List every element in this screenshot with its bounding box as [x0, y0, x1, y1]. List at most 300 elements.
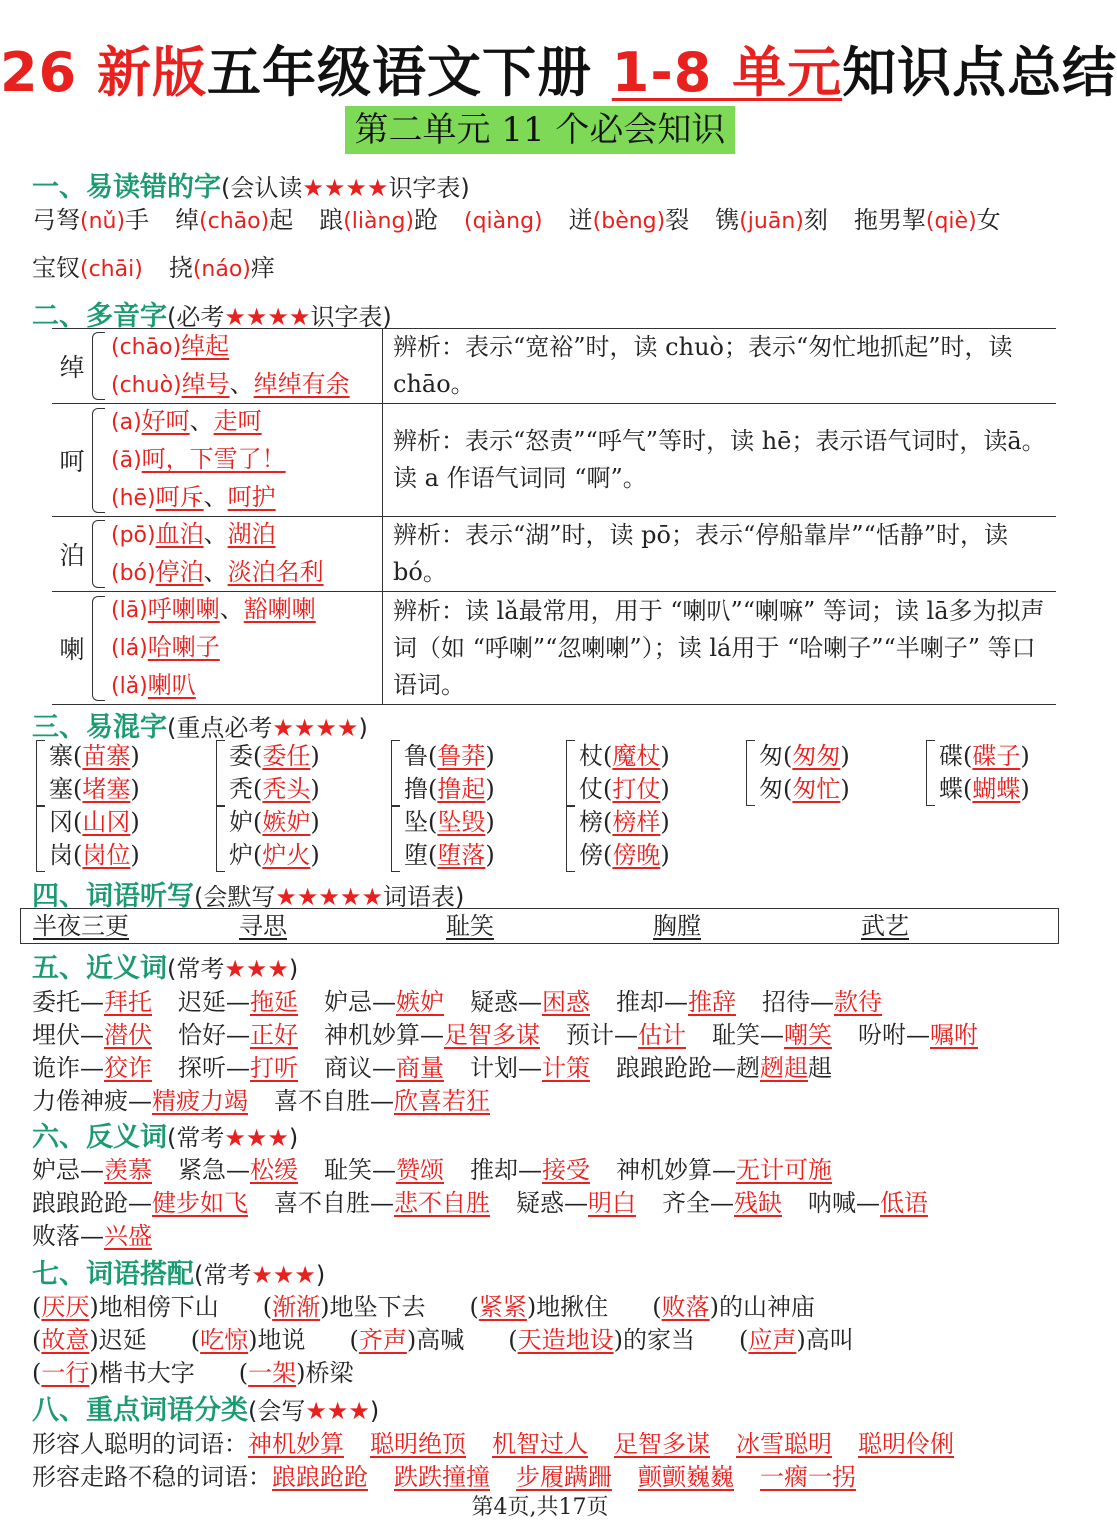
- unit-subtitle: 第二单元 11 个必会知识: [345, 106, 735, 154]
- word-pair: [178, 1156, 298, 1184]
- answer: 精疲力竭: [152, 1087, 248, 1115]
- paren: ): [89, 1359, 99, 1387]
- word-pair: [470, 1054, 590, 1082]
- answer: 狡诈: [104, 1054, 152, 1082]
- misread-line-1: [32, 200, 1027, 235]
- misread-item: [32, 206, 149, 234]
- collocation: [350, 1326, 465, 1354]
- word: 趄: [808, 1054, 832, 1082]
- paren: ): [796, 1326, 806, 1354]
- char: 坠: [404, 808, 428, 836]
- category-label: 形容走路不稳的词语：: [32, 1463, 272, 1491]
- misread-item: [854, 206, 1001, 234]
- confusable-pair: [229, 740, 320, 806]
- confusable-item: [404, 773, 495, 806]
- category-label: 形容人聪明的词语：: [32, 1430, 248, 1458]
- example-word: 委任: [262, 742, 311, 770]
- paren: (: [32, 1359, 42, 1387]
- polyphone-part: 呵，下雪了！: [141, 445, 286, 473]
- word: 喜不自胜—: [274, 1087, 394, 1115]
- word: 高叫: [805, 1326, 854, 1354]
- paren: (: [32, 1326, 42, 1354]
- confusable-group: [36, 806, 140, 872]
- polyphone-table: [52, 328, 1056, 705]
- polyphone-part: 停泊: [155, 558, 204, 586]
- word-pair: [662, 1189, 782, 1217]
- answer: 推辞: [688, 988, 736, 1016]
- paren: ): [89, 1326, 99, 1354]
- polyphone-part: 淡泊名利: [227, 558, 324, 586]
- polyphone-part: (ā): [111, 448, 142, 473]
- brace: [92, 520, 105, 588]
- word: 推却—: [616, 988, 688, 1016]
- word: 诡诈—: [32, 1054, 104, 1082]
- char: 冈: [49, 808, 73, 836]
- polyphone-item: [111, 667, 316, 705]
- word: 的家当: [623, 1326, 695, 1354]
- polyphone-cell-left: [52, 329, 383, 403]
- section-6-title: 六、反义词(常考★★★): [32, 1122, 299, 1153]
- word: 踉: [319, 206, 344, 234]
- char: 匆: [759, 742, 783, 770]
- paren: (: [238, 1359, 249, 1387]
- confusable-group: [391, 806, 495, 872]
- paren: ): [526, 1293, 537, 1321]
- answer: 计策: [542, 1054, 590, 1082]
- answer: 明白: [588, 1189, 636, 1217]
- brace: [926, 740, 935, 806]
- paren: ): [310, 775, 320, 803]
- confusable-group: [566, 806, 670, 872]
- brace: [391, 740, 400, 806]
- word: 地揪住: [536, 1293, 609, 1321]
- word: 裂: [665, 206, 690, 234]
- word-pair: [616, 1054, 832, 1082]
- category-word: 踉踉跄跄: [272, 1463, 368, 1491]
- paren: ): [310, 841, 320, 869]
- polyphone-part: (lǎ): [111, 674, 148, 699]
- confusable-item: [49, 740, 140, 773]
- brace: [92, 408, 105, 513]
- word-pair: [32, 1156, 152, 1184]
- category-word: 冰雪聪明: [736, 1430, 832, 1458]
- word: 踉踉跄跄—趔: [616, 1054, 760, 1082]
- pinyin: (chāo): [199, 209, 270, 234]
- example-word: 秃头: [262, 775, 311, 803]
- answer: 商量: [396, 1054, 444, 1082]
- polyphone-cell-left: [52, 517, 383, 591]
- category-word: 颤颤巍巍: [638, 1463, 734, 1491]
- polyphone-part: 绰起: [181, 332, 230, 360]
- word-pair: [324, 988, 444, 1016]
- pinyin: (chāi): [80, 257, 143, 282]
- s7-line: [32, 1287, 859, 1322]
- confusable-group: [566, 740, 670, 806]
- word-pair: [324, 1021, 540, 1049]
- word: 疑惑—: [516, 1189, 588, 1217]
- word: 计划—: [470, 1054, 542, 1082]
- confusable-item: [404, 839, 495, 872]
- word: 绰: [175, 206, 200, 234]
- paren: (: [73, 808, 83, 836]
- misread-item: [715, 206, 828, 234]
- polyphone-item: [111, 403, 286, 441]
- confusable-pair: [759, 740, 850, 806]
- word: 桥梁: [305, 1359, 354, 1387]
- paren: (: [253, 808, 263, 836]
- polyphone-item: [111, 591, 316, 629]
- confusable-item: [229, 740, 320, 773]
- answer: 嘲笑: [784, 1021, 832, 1049]
- char: 榜: [579, 808, 603, 836]
- polyphone-part: 走呵: [213, 407, 262, 435]
- confusable-pair: [49, 740, 140, 806]
- polyphone-part: 血泊: [155, 520, 204, 548]
- paren: (: [652, 1293, 662, 1321]
- word: 招待—: [762, 988, 834, 1016]
- char: 碟: [939, 742, 963, 770]
- confusable-item: [229, 806, 320, 839]
- word: 楷书大字: [98, 1359, 195, 1387]
- paren: ): [130, 841, 140, 869]
- misread-item: [32, 254, 143, 282]
- paren: ): [485, 742, 495, 770]
- example-word: 匆忙: [792, 775, 841, 803]
- paren: (: [262, 1293, 273, 1321]
- brace: [746, 740, 755, 806]
- paren: (: [428, 841, 438, 869]
- word: 耻笑—: [712, 1021, 784, 1049]
- example-word: 碟子: [972, 742, 1021, 770]
- polyphone-row: [52, 404, 1056, 517]
- category-word: 足智多谋: [614, 1430, 710, 1458]
- word: 地坠下去: [329, 1293, 426, 1321]
- word: 商议—: [324, 1054, 396, 1082]
- answer: 残缺: [734, 1189, 782, 1217]
- polyphone-part: 湖泊: [227, 520, 276, 548]
- example-word: 匆匆: [792, 742, 841, 770]
- example-word: 岗位: [82, 841, 131, 869]
- word: 挠: [168, 254, 193, 282]
- polyphone-part: (pō): [111, 523, 156, 548]
- confusable-pair: [579, 740, 670, 806]
- word-pair: [470, 1156, 590, 1184]
- word-pair: [32, 1189, 248, 1217]
- pinyin: (juān): [739, 209, 804, 234]
- word: 手: [125, 206, 150, 234]
- paren: ): [310, 742, 320, 770]
- paren: (: [739, 1326, 749, 1354]
- word: 神机妙算—: [616, 1156, 736, 1184]
- word: 地说: [257, 1326, 306, 1354]
- answer: 天造地设: [517, 1326, 614, 1354]
- paren: (: [73, 775, 83, 803]
- example-word: 炉火: [262, 841, 311, 869]
- paren: (: [428, 742, 438, 770]
- confusable-item: [579, 740, 670, 773]
- polyphone-part: (hē): [111, 486, 156, 511]
- answer: 应声: [748, 1326, 797, 1354]
- answer: 接受: [542, 1156, 590, 1184]
- polyphone-note: [383, 517, 1056, 591]
- unsteady-words-line: [32, 1457, 882, 1492]
- answer: 低语: [880, 1189, 928, 1217]
- confusable-group: [216, 806, 320, 872]
- title-part-1: 26 新版: [0, 41, 207, 104]
- page-title: [0, 30, 1117, 107]
- paren: ): [840, 742, 850, 770]
- category-word: 步履蹒跚: [516, 1463, 612, 1491]
- title-part-4: 知识点总结: [842, 41, 1117, 104]
- s7-line: [32, 1353, 398, 1388]
- word-pair: [32, 1087, 248, 1115]
- paren: ): [248, 1326, 258, 1354]
- polyphone-part: 呵护: [227, 483, 276, 511]
- paren: (: [428, 808, 438, 836]
- polyphone-part: 绰绰有余: [253, 370, 350, 398]
- answer: 败落: [661, 1293, 710, 1321]
- char: 秃: [229, 775, 253, 803]
- polyphone-items: [111, 328, 350, 404]
- paren: ): [320, 1293, 330, 1321]
- polyphone-part: (bó): [111, 561, 156, 586]
- word: 迟延—: [178, 988, 250, 1016]
- confusable-item: [579, 806, 670, 839]
- char: 仗: [579, 775, 603, 803]
- word: 迟延: [98, 1326, 147, 1354]
- word-pair: [616, 1156, 832, 1184]
- word-pair: [274, 1189, 490, 1217]
- polyphone-part: 豁喇喇: [243, 595, 316, 623]
- s5-line: [32, 1015, 1004, 1050]
- pinyin: (qiè): [925, 209, 977, 234]
- paren: ): [485, 808, 495, 836]
- answer: 欣喜若狂: [394, 1087, 490, 1115]
- polyphone-items: [111, 516, 324, 592]
- paren: (: [349, 1326, 359, 1354]
- word-pair: [274, 1087, 490, 1115]
- brace: [92, 332, 105, 400]
- answer: 正好: [250, 1021, 298, 1049]
- s5-line: [32, 982, 908, 1017]
- confusable-pair: [579, 806, 670, 872]
- word: 女: [976, 206, 1001, 234]
- word: 呐喊—: [808, 1189, 880, 1217]
- word-pair: [32, 1054, 152, 1082]
- word: 神机妙算—: [324, 1021, 444, 1049]
- dictation-word: 半夜三更: [33, 912, 129, 940]
- word-pair: [324, 1054, 444, 1082]
- brace: [216, 806, 225, 872]
- smart-words-line: [32, 1424, 980, 1459]
- dictation-word: 武艺: [861, 912, 909, 940]
- word-pair: [762, 988, 882, 1016]
- brace: [566, 740, 575, 806]
- answer: 松缓: [250, 1156, 298, 1184]
- example-word: 打仗: [612, 775, 661, 803]
- note-text: 辨析：表示“湖”时，读 pō；表示“停船靠岸”“恬静”时，读 bó。: [393, 521, 1009, 586]
- paren: (: [253, 742, 263, 770]
- paren: ): [406, 1326, 417, 1354]
- polyphone-char: 绰: [59, 353, 85, 382]
- paren: (: [603, 808, 613, 836]
- polyphone-part: 好呵: [141, 407, 190, 435]
- word: 紧急—: [178, 1156, 250, 1184]
- word-pair: [324, 1156, 444, 1184]
- title-part-3: 1-8 单元: [611, 41, 843, 104]
- brace: [36, 806, 45, 872]
- confusable-grid: [36, 740, 1056, 870]
- paren: ): [840, 775, 850, 803]
- word-pair: [32, 1222, 152, 1250]
- answer: 打听: [250, 1054, 298, 1082]
- s6-line: [32, 1216, 178, 1251]
- word: 高喊: [416, 1326, 465, 1354]
- collocation: [508, 1326, 695, 1354]
- paren: ): [660, 775, 670, 803]
- note-text: 辨析：表示“怒责”“呼气”等时，读 hē；表示语气词时，读ā。读 a 作语气词同 “啊”。: [393, 427, 1046, 492]
- pinyin: (bèng): [592, 209, 666, 234]
- answer: 款待: [834, 988, 882, 1016]
- paren: ): [613, 1326, 623, 1354]
- polyphone-part: 、: [203, 483, 228, 511]
- word: 镌: [715, 206, 740, 234]
- misread-item: [175, 206, 293, 234]
- word: 探听—: [178, 1054, 250, 1082]
- paren: ): [310, 808, 320, 836]
- paren: (: [73, 742, 83, 770]
- category-word: 机智过人: [492, 1430, 588, 1458]
- s7-line: [32, 1320, 898, 1355]
- misread-item: [569, 206, 690, 234]
- polyphone-note: [383, 592, 1056, 704]
- paren: (: [963, 742, 973, 770]
- polyphone-char: 呵: [59, 447, 85, 476]
- category-word: 跌跌撞撞: [394, 1463, 490, 1491]
- char: 撸: [404, 775, 428, 803]
- answer: 困惑: [542, 988, 590, 1016]
- answer: 拜托: [104, 988, 152, 1016]
- collocation: [239, 1359, 354, 1387]
- confusable-item: [939, 740, 1030, 773]
- polyphone-note: [383, 329, 1056, 403]
- word: 耻笑—: [324, 1156, 396, 1184]
- paren: (: [469, 1293, 479, 1321]
- brace: [216, 740, 225, 806]
- dictation-box: [20, 908, 1059, 944]
- paren: ): [485, 841, 495, 869]
- paren: (: [253, 841, 263, 869]
- confusable-group: [926, 740, 1030, 806]
- word: 地相傍下山: [98, 1293, 219, 1321]
- paren: ): [89, 1293, 99, 1321]
- section-7-title: 七、词语搭配(常考★★★): [32, 1259, 326, 1290]
- answer: 估计: [638, 1021, 686, 1049]
- char: 妒: [229, 808, 253, 836]
- polyphone-part: 、: [219, 595, 244, 623]
- polyphone-part: 、: [229, 370, 254, 398]
- word: 痒: [250, 254, 275, 282]
- section-1-title: 一、易读错的字(会认读★★★★识字表): [32, 172, 470, 203]
- note-text: 辨析：表示“宽裕”时，读 chuò；表示“匆忙地抓起”时，读 chāo。: [393, 333, 1013, 398]
- paren: (: [32, 1293, 42, 1321]
- paren: ): [485, 775, 495, 803]
- confusable-pair: [939, 740, 1030, 806]
- example-word: 榜样: [612, 808, 661, 836]
- word-pair: [32, 988, 152, 1016]
- s5-line: [32, 1081, 516, 1116]
- word-pair: [470, 988, 590, 1016]
- category-word: 一瘸一拐: [760, 1463, 856, 1491]
- confusable-pair: [49, 806, 140, 872]
- word: 拖男挈: [853, 206, 926, 234]
- char: 堕: [404, 841, 428, 869]
- section-4-title: 四、词语听写(会默写★★★★★词语表): [32, 881, 465, 912]
- example-word: 撸起: [437, 775, 486, 803]
- section-3-title: 三、易混字(重点必考★★★★): [32, 712, 368, 743]
- confusable-pair: [229, 806, 320, 872]
- word: 喜不自胜—: [274, 1189, 394, 1217]
- answer: 兴盛: [104, 1222, 152, 1250]
- paren: (: [603, 742, 613, 770]
- polyphone-part: (lā): [111, 598, 148, 623]
- word: 预计—: [566, 1021, 638, 1049]
- dictation-word: 耻笑: [446, 912, 494, 940]
- word: 踉踉跄跄—: [32, 1189, 152, 1217]
- s6-line: [32, 1150, 858, 1185]
- answer: 拖延: [250, 988, 298, 1016]
- answer: 赞颂: [396, 1156, 444, 1184]
- misread-line-2: [32, 248, 301, 283]
- confusable-item: [939, 773, 1030, 806]
- section-5-title: 五、近义词(常考★★★): [32, 953, 299, 984]
- collocation: [32, 1359, 195, 1387]
- word-pair: [616, 988, 736, 1016]
- polyphone-part: 、: [203, 558, 228, 586]
- word: 力倦神疲—: [32, 1087, 152, 1115]
- paren: (: [508, 1326, 518, 1354]
- word-pair: [712, 1021, 832, 1049]
- answer: 紧紧: [478, 1293, 527, 1321]
- collocation: [191, 1326, 306, 1354]
- confusable-item: [49, 839, 140, 872]
- polyphone-char: 泊: [59, 541, 85, 570]
- paren: ): [1020, 742, 1030, 770]
- word-pair: [516, 1189, 636, 1217]
- confusable-group: [391, 740, 495, 806]
- answer: 齐声: [358, 1326, 407, 1354]
- paren: (: [190, 1326, 201, 1354]
- polyphone-item: [111, 366, 350, 404]
- confusable-group: [36, 740, 140, 806]
- word: 刻: [803, 206, 828, 234]
- word-pair: [32, 1021, 152, 1049]
- example-word: 嫉妒: [262, 808, 311, 836]
- polyphone-row: [52, 592, 1056, 705]
- title-part-2: 五年级语文下册: [206, 41, 612, 104]
- collocation: [739, 1326, 854, 1354]
- polyphone-part: 绰号: [181, 370, 230, 398]
- paren: ): [1020, 775, 1030, 803]
- polyphone-row: [52, 517, 1056, 592]
- pinyin: (liàng): [343, 209, 414, 234]
- example-word: 鲁莽: [437, 742, 486, 770]
- pinyin: (nǔ): [80, 209, 126, 234]
- dictation-word: 寻思: [239, 912, 287, 940]
- collocation: [470, 1293, 609, 1321]
- answer: 厌厌: [41, 1293, 90, 1321]
- confusable-item: [229, 773, 320, 806]
